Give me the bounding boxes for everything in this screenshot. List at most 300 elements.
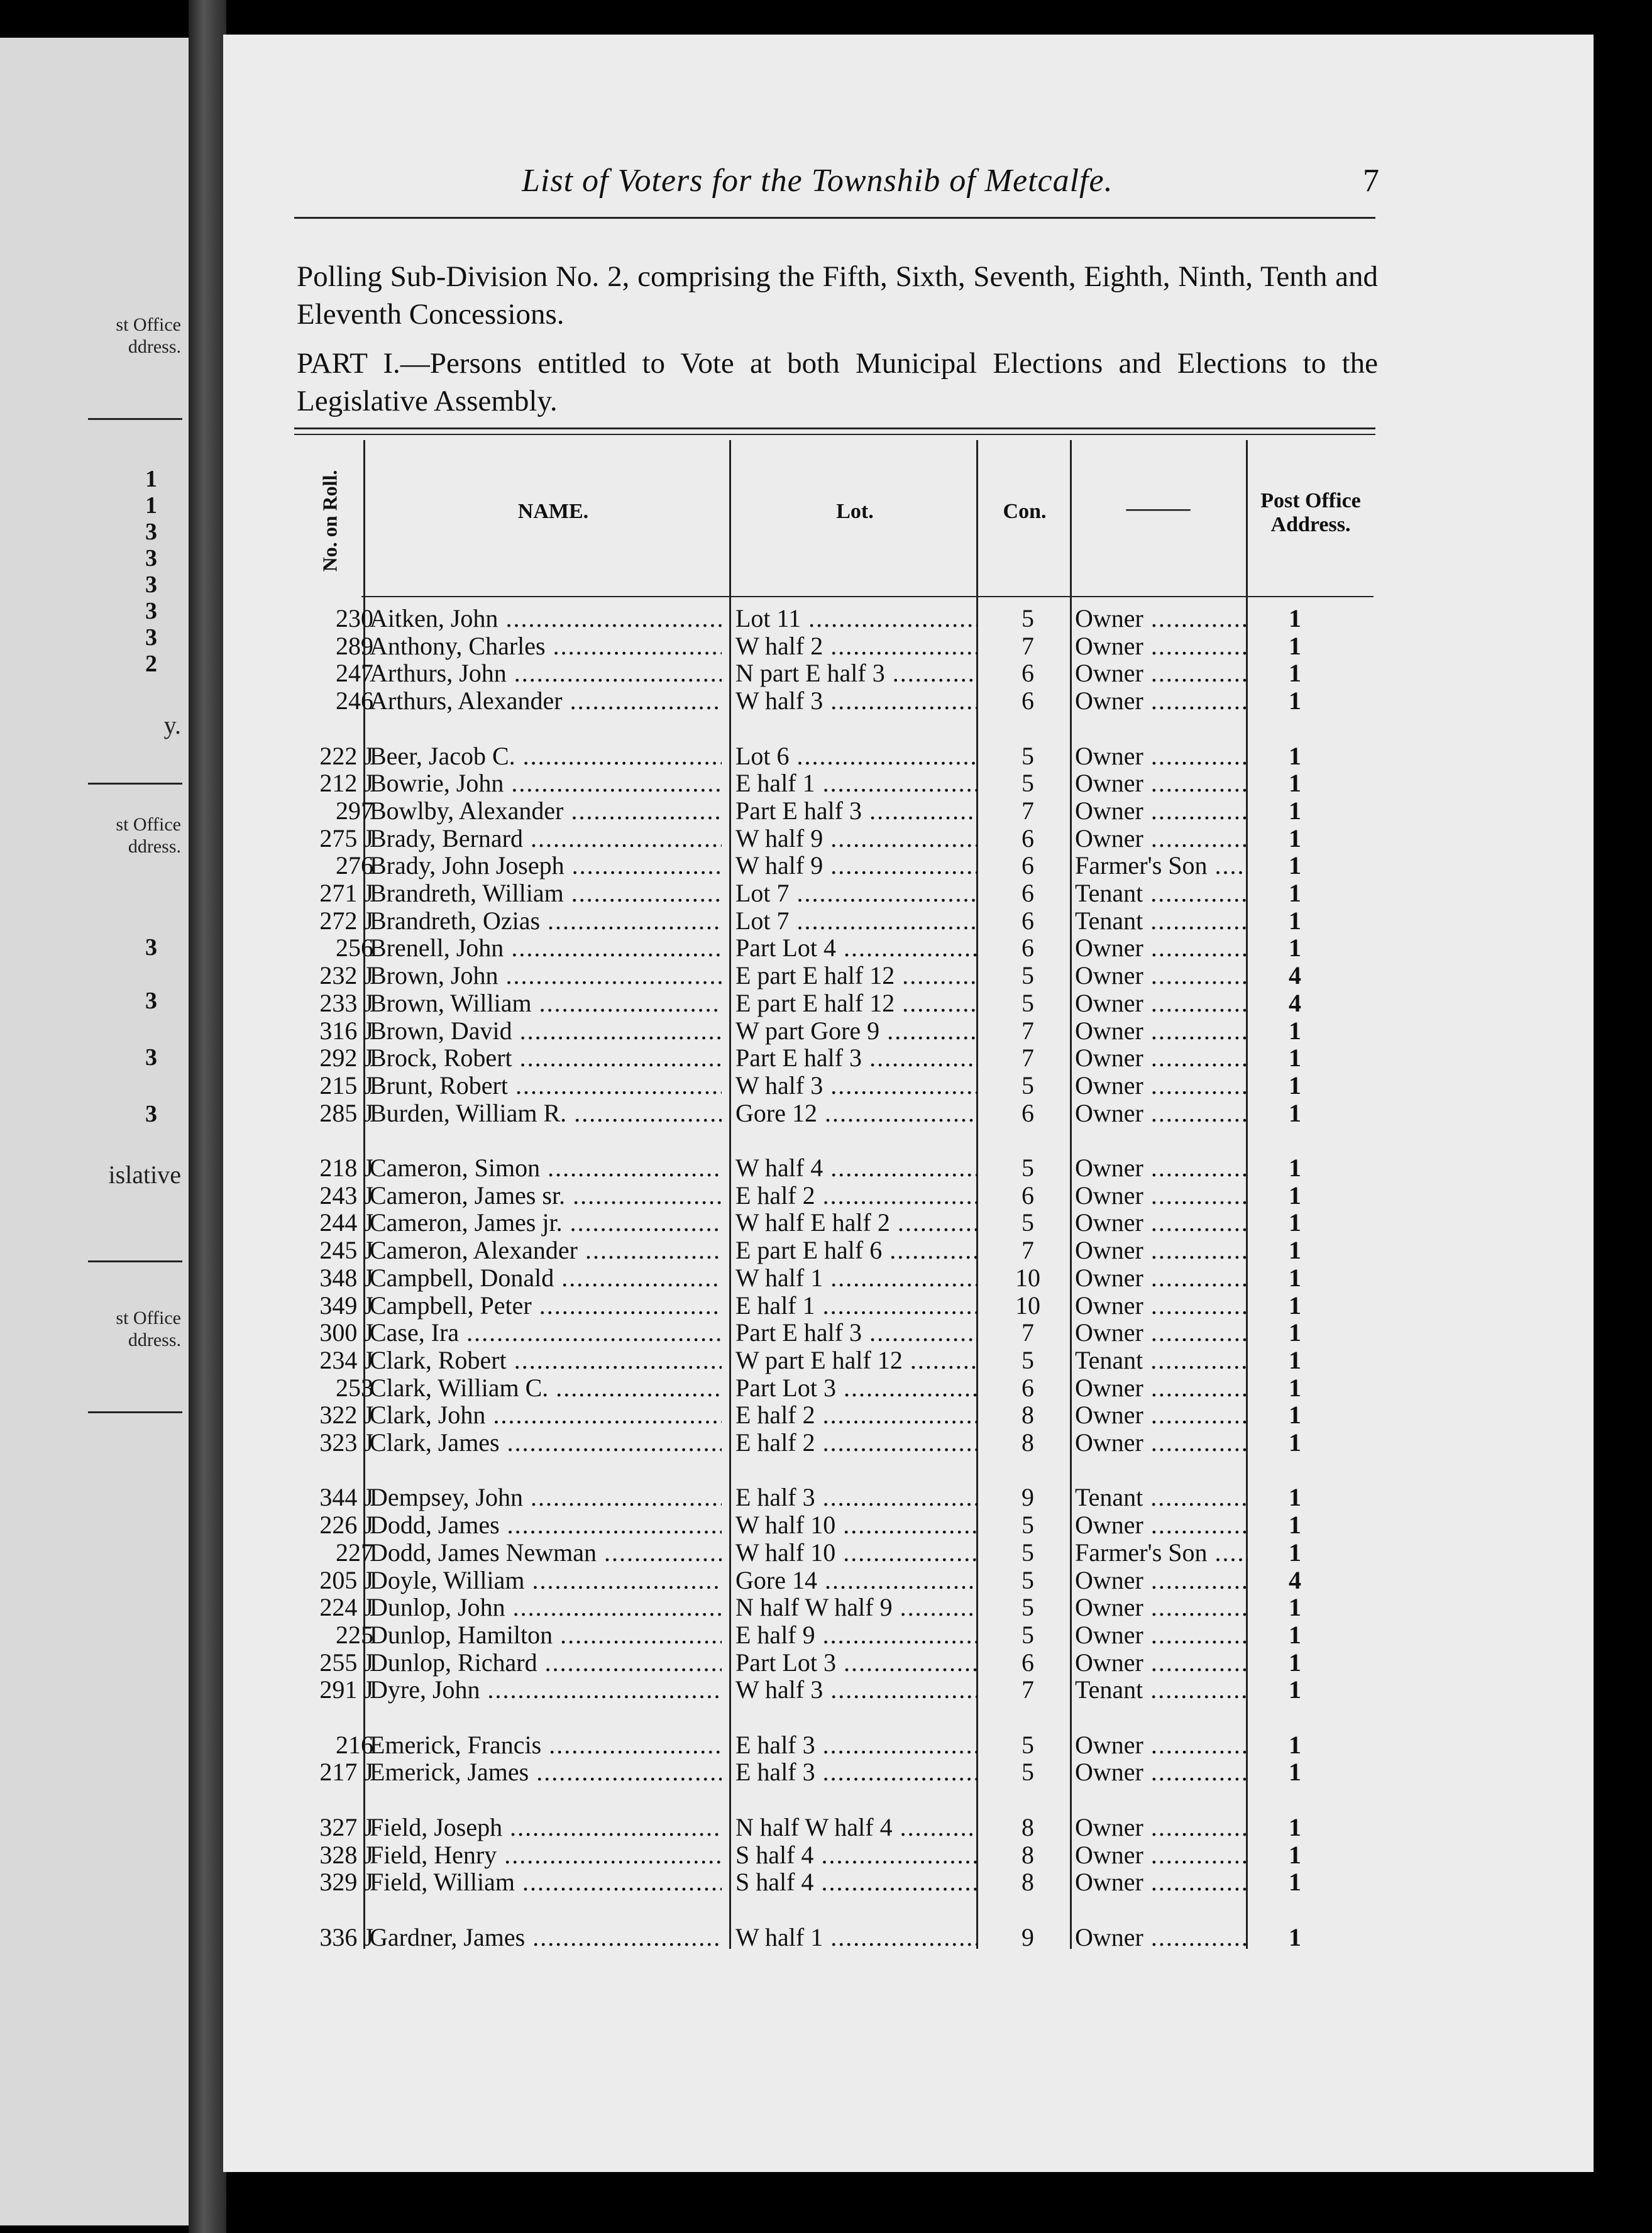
concession-number: 5 [1021, 988, 1034, 1017]
post-office-address: 1 [1289, 1812, 1301, 1841]
voter-status: Owner ..... [1075, 658, 1248, 688]
facing-page-text: st Office [116, 1308, 181, 1328]
concession-number: 8 [1021, 1868, 1034, 1897]
concession-number: 6 [1021, 879, 1034, 907]
concession-number: 5 [1021, 1208, 1034, 1237]
concession-number: 6 [1021, 851, 1034, 880]
post-office-address: 1 [1289, 1538, 1301, 1567]
roll-number: 233 J [319, 988, 373, 1017]
concession-number: 7 [1021, 1016, 1034, 1045]
lot-description: W half 10 ..... [735, 1510, 977, 1540]
facing-page-rule [88, 783, 182, 785]
lot-description: E half 1 ..... [735, 1291, 977, 1320]
post-office-address: 1 [1289, 824, 1301, 852]
post-office-address: 1 [1289, 1098, 1301, 1127]
voter-name: Case, Ira ..... [370, 1318, 722, 1347]
voter-name: Cameron, James jr. ..... [370, 1208, 722, 1237]
facing-page-number: 3 [145, 934, 157, 961]
post-office-address: 1 [1289, 851, 1301, 880]
concession-number: 9 [1021, 1483, 1034, 1512]
voter-name: Doyle, William ..... [370, 1565, 722, 1595]
voter-status: Owner ..... [1075, 741, 1248, 771]
voter-status: Owner ..... [1075, 988, 1248, 1018]
col-header-status: ——— [1126, 497, 1191, 520]
voter-name: Cameron, James sr. ..... [370, 1181, 722, 1210]
lot-description: W half 10 ..... [735, 1538, 977, 1567]
roll-number: 275 J [319, 824, 373, 852]
concession-number: 7 [1021, 796, 1034, 825]
roll-number: 232 J [319, 961, 373, 990]
voter-status: Owner ..... [1075, 1922, 1248, 1952]
facing-page-number: 3 [145, 988, 157, 1014]
concession-number: 5 [1021, 1071, 1034, 1100]
voter-status: Owner ..... [1075, 1043, 1248, 1072]
lot-description: Part E half 3 ..... [735, 796, 977, 825]
concession-number: 6 [1021, 1098, 1034, 1127]
facing-page-number: 1 [145, 466, 157, 492]
concession-number: 6 [1021, 659, 1034, 688]
voter-status: Owner ..... [1075, 768, 1248, 798]
roll-number: 224 J [319, 1593, 373, 1622]
lot-description: W half 9 ..... [735, 824, 977, 853]
facing-page-rule [88, 418, 182, 420]
voter-name: Brunt, Robert ..... [370, 1071, 722, 1100]
post-office-address: 1 [1289, 1236, 1301, 1265]
concession-number: 5 [1021, 1154, 1034, 1182]
voter-status: Owner ..... [1075, 1181, 1248, 1210]
post-office-address: 1 [1289, 1263, 1301, 1292]
voter-name: Dodd, James ..... [370, 1510, 722, 1540]
lot-description: S half 4 ..... [735, 1840, 977, 1870]
voter-status: Owner ..... [1075, 1016, 1248, 1045]
lot-description: N part E half 3 ..... [735, 658, 977, 688]
post-office-address: 1 [1289, 1675, 1301, 1704]
voter-status: Owner ..... [1075, 933, 1248, 962]
facing-page-text: st Office [116, 814, 181, 835]
concession-number: 5 [1021, 1758, 1034, 1787]
roll-number: 246 [336, 686, 373, 715]
voter-status: Owner ..... [1075, 1757, 1248, 1787]
lot-description: Lot 11 ..... [735, 604, 977, 633]
post-office-address: 1 [1289, 1730, 1301, 1759]
concession-number: 5 [1021, 1730, 1034, 1759]
voter-name: Clark, James ..... [370, 1428, 722, 1457]
post-office-address: 1 [1289, 604, 1301, 632]
concession-number: 6 [1021, 1373, 1034, 1402]
voter-name: Arthurs, John ..... [370, 658, 722, 688]
voter-status: Owner ..... [1075, 1071, 1248, 1100]
part-heading: PART I.—Persons entitled to Vote at both Municipal Elections and Elections to the Legislative Assembly. [297, 347, 1378, 417]
roll-number: 322 J [319, 1401, 373, 1430]
roll-number: 297 [336, 796, 373, 825]
lot-description: Gore 14 ..... [735, 1565, 977, 1595]
post-office-address: 1 [1289, 1511, 1301, 1540]
running-title: List of Voters for the Townshib of Metcalfe. [522, 163, 1113, 199]
roll-number: 247 [336, 659, 373, 688]
concession-number: 6 [1021, 906, 1034, 935]
roll-number: 222 J [319, 741, 373, 770]
voter-name: Clark, Robert ..... [370, 1345, 722, 1375]
roll-number: 225 [336, 1620, 373, 1649]
header-bottom-rule [361, 596, 1374, 597]
roll-number: 272 J [319, 906, 373, 935]
lot-description: W half E half 2 ..... [735, 1208, 977, 1237]
voter-status: Tenant ..... [1075, 1345, 1248, 1375]
roll-number: 234 J [319, 1345, 373, 1374]
post-office-address: 1 [1289, 1071, 1301, 1100]
facing-page-number: 3 [145, 598, 157, 624]
post-office-address: 1 [1289, 1154, 1301, 1182]
voter-name: Brown, William ..... [370, 988, 722, 1018]
concession-number: 6 [1021, 686, 1034, 715]
concession-number: 5 [1021, 1593, 1034, 1622]
facing-page-number: 3 [145, 519, 157, 545]
voter-name: Brandreth, Ozias ..... [370, 906, 722, 935]
facing-page-rule [88, 1260, 182, 1262]
voter-name: Dodd, James Newman ..... [370, 1538, 722, 1567]
facing-page-number: 3 [145, 545, 157, 571]
voter-status: Tenant ..... [1075, 878, 1248, 908]
voter-status: Owner ..... [1075, 686, 1248, 715]
concession-number: 5 [1021, 1565, 1034, 1594]
lot-description: E half 9 ..... [735, 1620, 977, 1650]
concession-number: 6 [1021, 824, 1034, 852]
post-office-address: 1 [1289, 1291, 1301, 1320]
post-office-address: 1 [1289, 659, 1301, 688]
concession-number: 8 [1021, 1812, 1034, 1841]
facing-page-number: 2 [145, 651, 157, 677]
post-office-address: 1 [1289, 1401, 1301, 1430]
roll-number: 344 J [319, 1483, 373, 1512]
concession-number: 7 [1021, 1236, 1034, 1265]
post-office-address: 1 [1289, 1428, 1301, 1457]
voter-name: Clark, John ..... [370, 1400, 722, 1430]
lot-description: E half 3 ..... [735, 1757, 977, 1787]
post-office-address: 1 [1289, 686, 1301, 715]
roll-number: 256 [336, 934, 373, 962]
lot-description: E half 3 ..... [735, 1730, 977, 1760]
voter-name: Field, Henry ..... [370, 1840, 722, 1870]
concession-number: 10 [1015, 1291, 1040, 1320]
lot-description: W part E half 12 ..... [735, 1345, 977, 1375]
post-office-address: 1 [1289, 906, 1301, 935]
lot-description: E half 3 ..... [735, 1482, 977, 1512]
roll-number: 316 J [319, 1016, 373, 1045]
roll-number: 226 J [319, 1511, 373, 1540]
lot-description: Gore 12 ..... [735, 1098, 977, 1128]
lot-description: W half 1 ..... [735, 1263, 977, 1293]
concession-number: 5 [1021, 1345, 1034, 1374]
post-office-address: 1 [1289, 1181, 1301, 1210]
post-office-address: 1 [1289, 1840, 1301, 1869]
lot-description: Part E half 3 ..... [735, 1318, 977, 1347]
voter-name: Arthurs, Alexander ..... [370, 686, 722, 715]
post-office-address: 1 [1289, 1345, 1301, 1374]
post-office-address: 1 [1289, 1593, 1301, 1622]
facing-page-rule [88, 1411, 182, 1413]
voter-status: Owner ..... [1075, 1867, 1248, 1897]
roll-number: 245 J [319, 1236, 373, 1265]
lot-description: W half 2 ..... [735, 631, 977, 661]
voter-name: Emerick, James ..... [370, 1757, 722, 1787]
voter-status: Owner ..... [1075, 1291, 1248, 1320]
post-office-address: 1 [1289, 1483, 1301, 1512]
post-office-address: 1 [1289, 631, 1301, 660]
voter-name: Brady, John Joseph ..... [370, 851, 722, 880]
voter-name: Cameron, Alexander ..... [370, 1235, 722, 1265]
facing-page-number: 3 [145, 624, 157, 651]
col-header-name: NAME. [517, 500, 589, 523]
post-office-address: 4 [1289, 1565, 1301, 1594]
lot-description: W half 9 ..... [735, 851, 977, 880]
lot-description: W half 3 ..... [735, 1071, 977, 1100]
col-header-roll [295, 449, 365, 594]
facing-page-number: 1 [145, 492, 157, 519]
roll-number: 285 J [319, 1098, 373, 1127]
concession-number: 6 [1021, 1648, 1034, 1677]
roll-number: 292 J [319, 1044, 373, 1072]
voter-name: Brock, Robert ..... [370, 1043, 722, 1072]
concession-number: 5 [1021, 769, 1034, 798]
voter-name: Aitken, John ..... [370, 604, 722, 633]
voter-name: Brown, John ..... [370, 961, 722, 990]
voter-name: Dempsey, John ..... [370, 1482, 722, 1512]
col-header-roll-text: No. on Roll. [318, 470, 341, 572]
roll-number: 230 [336, 604, 373, 632]
roll-number: 212 J [319, 769, 373, 798]
concession-number: 7 [1021, 631, 1034, 660]
roll-number: 215 J [319, 1071, 373, 1100]
facing-page-text: ddress. [128, 336, 181, 357]
voter-status: Owner ..... [1075, 604, 1248, 633]
lot-description: E half 2 ..... [735, 1428, 977, 1457]
subdivision-heading: Polling Sub-Division No. 2, comprising the Fifth, Sixth, Seventh, Eighth, Ninth, Tenth and Eleventh Concessions. [297, 260, 1378, 331]
voter-status: Owner ..... [1075, 1098, 1248, 1128]
facing-page-text: y. [163, 711, 181, 739]
col-header-lot: Lot. [836, 500, 874, 523]
lot-description: Lot 7 ..... [735, 878, 977, 908]
concession-number: 5 [1021, 1511, 1034, 1540]
roll-number: 300 J [319, 1318, 373, 1347]
roll-number: 216 [336, 1730, 373, 1759]
voter-name: Cameron, Simon ..... [370, 1153, 722, 1183]
voter-status: Farmer's Son ..... [1075, 851, 1248, 880]
voter-status: Owner ..... [1075, 1153, 1248, 1183]
post-office-address: 1 [1289, 796, 1301, 825]
voter-status: Owner ..... [1075, 1373, 1248, 1403]
roll-number: 323 J [319, 1428, 373, 1457]
voter-name: Gardner, James ..... [370, 1922, 722, 1952]
post-office-address: 1 [1289, 1318, 1301, 1347]
concession-number: 7 [1021, 1044, 1034, 1072]
lot-description: E half 2 ..... [735, 1181, 977, 1210]
voter-name: Dyre, John ..... [370, 1675, 722, 1704]
voter-name: Beer, Jacob C. ..... [370, 741, 722, 771]
concession-number: 5 [1021, 604, 1034, 632]
concession-number: 5 [1021, 741, 1034, 770]
post-office-address: 1 [1289, 1868, 1301, 1897]
col-header-con: Con. [1003, 500, 1047, 523]
lot-description: E half 1 ..... [735, 768, 977, 798]
concession-number: 7 [1021, 1318, 1034, 1347]
lot-description: Part Lot 4 ..... [735, 933, 977, 962]
facing-page-text: islative [108, 1161, 181, 1189]
voter-name: Field, William ..... [370, 1867, 722, 1897]
facing-page-text: ddress. [128, 836, 181, 857]
voter-status: Owner ..... [1075, 824, 1248, 853]
voter-status: Owner ..... [1075, 1592, 1248, 1622]
voter-status: Owner ..... [1075, 1318, 1248, 1347]
lot-description: E part E half 12 ..... [735, 988, 977, 1018]
roll-number: 271 J [319, 879, 373, 907]
voter-status: Owner ..... [1075, 1730, 1248, 1760]
page-number: 7 [1363, 163, 1379, 199]
table-top-rule [294, 427, 1375, 429]
facing-page-number: 3 [145, 1101, 157, 1127]
post-office-address: 1 [1289, 1044, 1301, 1072]
post-office-address: 1 [1289, 741, 1301, 770]
voter-name: Field, Joseph ..... [370, 1812, 722, 1842]
concession-number: 8 [1021, 1428, 1034, 1457]
post-office-address: 1 [1289, 1208, 1301, 1237]
facing-page-number: 3 [145, 571, 157, 598]
concession-number: 5 [1021, 1538, 1034, 1567]
column-divider [729, 440, 731, 1949]
post-office-address: 1 [1289, 1016, 1301, 1045]
book-gutter [189, 0, 226, 2233]
lot-description: E half 2 ..... [735, 1400, 977, 1430]
post-office-address: 1 [1289, 769, 1301, 798]
voter-name: Campbell, Donald ..... [370, 1263, 722, 1293]
voter-name: Anthony, Charles ..... [370, 631, 722, 661]
roll-number: 276 [336, 851, 373, 880]
voter-status: Owner ..... [1075, 631, 1248, 661]
roll-number: 336 J [319, 1922, 373, 1951]
post-office-address: 1 [1289, 1620, 1301, 1649]
voter-name: Bowrie, John ..... [370, 768, 722, 798]
voter-status: Owner ..... [1075, 1840, 1248, 1870]
voter-status: Owner ..... [1075, 961, 1248, 990]
facing-page-text: st Office [116, 314, 181, 335]
roll-number: 253 [336, 1373, 373, 1402]
voter-status: Owner ..... [1075, 1510, 1248, 1540]
voter-name: Brandreth, William ..... [370, 878, 722, 908]
concession-number: 6 [1021, 1181, 1034, 1210]
lot-description: W half 3 ..... [735, 1675, 977, 1704]
post-office-address: 4 [1289, 961, 1301, 990]
voter-name: Brenell, John ..... [370, 933, 722, 962]
lot-description: Lot 6 ..... [735, 741, 977, 771]
lot-description: W half 3 ..... [735, 686, 977, 715]
voter-status: Farmer's Son ..... [1075, 1538, 1248, 1567]
roll-number: 327 J [319, 1812, 373, 1841]
lot-description: W half 1 ..... [735, 1922, 977, 1952]
table-top-rule-2 [294, 434, 1375, 435]
roll-number: 291 J [319, 1675, 373, 1704]
voter-name: Campbell, Peter ..... [370, 1291, 722, 1320]
concession-number: 10 [1015, 1263, 1040, 1292]
voter-name: Burden, William R. ..... [370, 1098, 722, 1128]
post-office-address: 1 [1289, 934, 1301, 962]
voter-status: Owner ..... [1075, 1620, 1248, 1650]
concession-number: 7 [1021, 1675, 1034, 1704]
lot-description: S half 4 ..... [735, 1867, 977, 1897]
lot-description: W part Gore 9 ..... [735, 1016, 977, 1045]
roll-number: 348 J [319, 1263, 373, 1292]
lot-description: E part E half 6 ..... [735, 1235, 977, 1265]
voter-name: Brown, David ..... [370, 1016, 722, 1045]
voter-name: Brady, Bernard ..... [370, 824, 722, 853]
roll-number: 218 J [319, 1154, 373, 1182]
lot-description: Part Lot 3 ..... [735, 1648, 977, 1677]
concession-number: 8 [1021, 1840, 1034, 1869]
facing-page-text: ddress. [128, 1330, 181, 1350]
roll-number: 227 [336, 1538, 373, 1567]
facing-page-fragment [0, 38, 189, 2225]
post-office-address: 1 [1289, 1648, 1301, 1677]
roll-number: 244 J [319, 1208, 373, 1237]
post-office-address: 1 [1289, 1373, 1301, 1402]
roll-number: 205 J [319, 1565, 373, 1594]
lot-description: W half 4 ..... [735, 1153, 977, 1183]
lot-description: N half W half 4 ..... [735, 1812, 977, 1842]
voter-status: Tenant ..... [1075, 1482, 1248, 1512]
roll-number: 349 J [319, 1291, 373, 1320]
lot-description: Lot 7 ..... [735, 906, 977, 935]
voter-name: Dunlop, Richard ..... [370, 1648, 722, 1677]
concession-number: 6 [1021, 934, 1034, 962]
roll-number: 243 J [319, 1181, 373, 1210]
concession-number: 8 [1021, 1401, 1034, 1430]
voter-status: Owner ..... [1075, 1208, 1248, 1237]
concession-number: 5 [1021, 961, 1034, 990]
post-office-address: 1 [1289, 879, 1301, 907]
voter-name: Emerick, Francis ..... [370, 1730, 722, 1760]
voter-status: Owner ..... [1075, 1565, 1248, 1595]
voter-status: Owner ..... [1075, 1648, 1248, 1677]
voter-status: Owner ..... [1075, 1400, 1248, 1430]
voter-status: Tenant ..... [1075, 906, 1248, 935]
facing-page-number: 3 [145, 1044, 157, 1071]
roll-number: 328 J [319, 1840, 373, 1869]
voter-name: Bowlby, Alexander ..... [370, 796, 722, 825]
lot-description: E part E half 12 ..... [735, 961, 977, 990]
concession-number: 5 [1021, 1620, 1034, 1649]
voter-name: Dunlop, Hamilton ..... [370, 1620, 722, 1650]
voter-status: Owner ..... [1075, 796, 1248, 825]
roll-number: 255 J [319, 1648, 373, 1677]
voter-name: Dunlop, John ..... [370, 1592, 722, 1622]
voter-status: Owner ..... [1075, 1812, 1248, 1842]
voter-status: Owner ..... [1075, 1235, 1248, 1265]
col-header-address: Post Office Address. [1260, 489, 1361, 536]
concession-number: 9 [1021, 1922, 1034, 1951]
post-office-address: 1 [1289, 1922, 1301, 1951]
lot-description: N half W half 9 ..... [735, 1592, 977, 1622]
page-header [302, 162, 1379, 212]
voter-status: Tenant ..... [1075, 1675, 1248, 1704]
post-office-address: 1 [1289, 1758, 1301, 1787]
roll-number: 289 [336, 631, 373, 660]
lot-description: Part Lot 3 ..... [735, 1373, 977, 1403]
roll-number: 329 J [319, 1868, 373, 1897]
roll-number: 217 J [319, 1758, 373, 1787]
header-rule [294, 217, 1375, 219]
post-office-address: 4 [1289, 988, 1301, 1017]
voter-status: Owner ..... [1075, 1428, 1248, 1457]
voter-name: Clark, William C. ..... [370, 1373, 722, 1403]
lot-description: Part E half 3 ..... [735, 1043, 977, 1072]
